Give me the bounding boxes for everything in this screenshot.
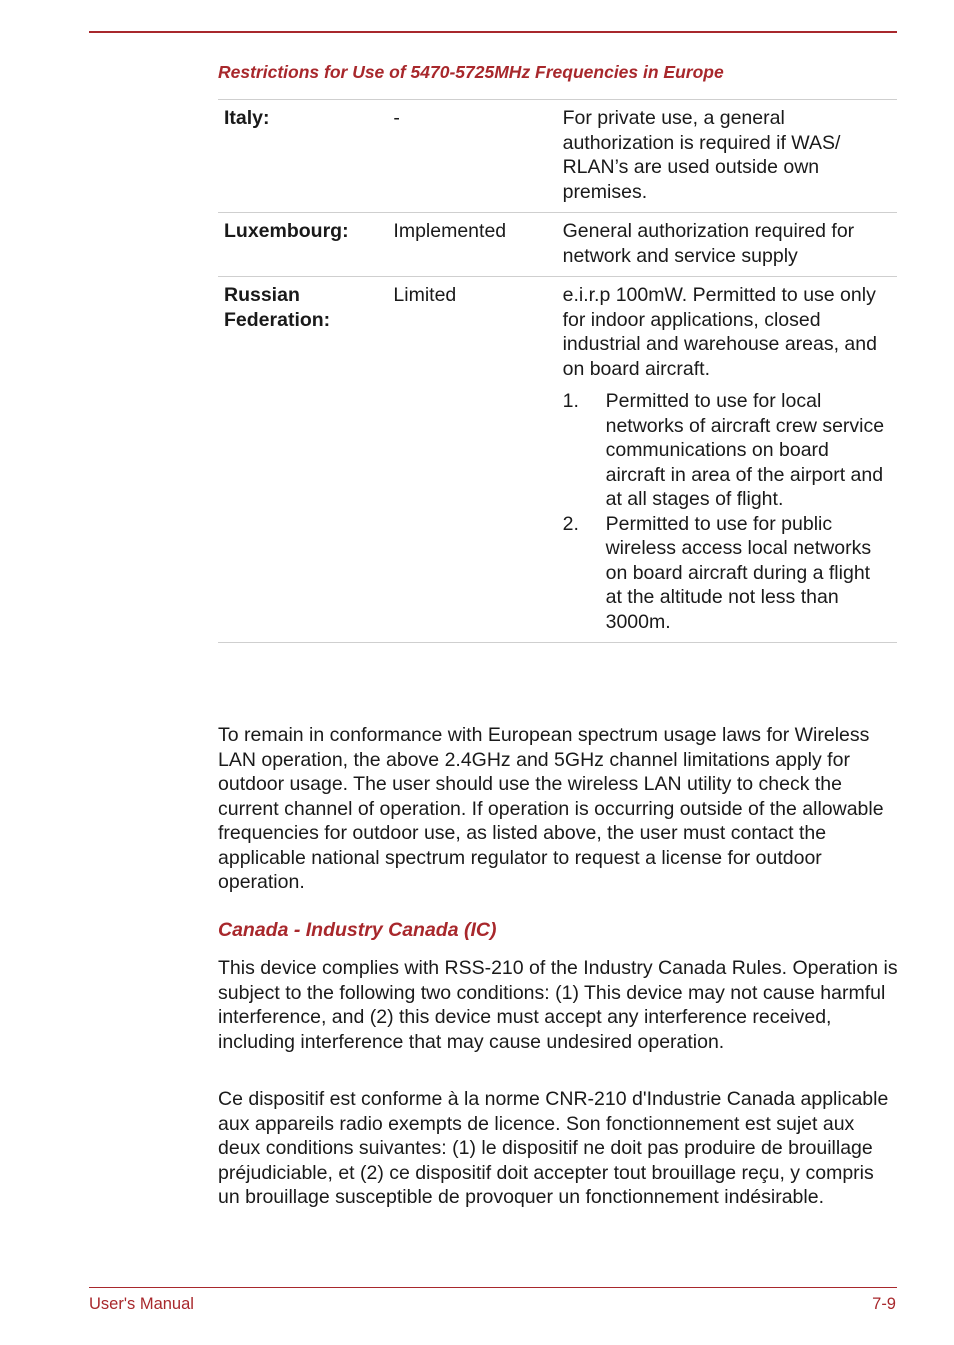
- conditions-list: [563, 389, 891, 634]
- status-cell: Limited: [387, 277, 556, 643]
- europe-paragraph: To remain in conformance with European spectrum usage laws for Wireless LAN operation, the above 2.4GHz and 5GHz channel limitations apply for outdoor usage. The user should use the wireless LAN utility to check the current channel of operation. If operation is occurring outside of the allowable frequencies for outdoor use, as listed above, the user must contact the applicable national spectrum regulator to request a license for outdoor operation.: [218, 724, 884, 893]
- country-cell: Italy:: [218, 100, 387, 213]
- canada-title: Canada - Industry Canada (IC): [218, 919, 497, 941]
- table-row: [218, 277, 897, 643]
- footer-manual-label: User's Manual: [89, 1295, 194, 1313]
- note-text: General authorization required for network and service supply: [562, 220, 855, 267]
- status-cell: Implemented: [387, 213, 556, 277]
- list-item: [563, 512, 891, 635]
- note-text: For private use, a general authorization is required if WAS/ RLAN’s are used outside own premises.: [562, 107, 841, 203]
- status-cell: -: [387, 100, 556, 213]
- note-cell: [557, 213, 897, 277]
- note-cell: [557, 100, 897, 213]
- restrictions-table: [218, 99, 897, 643]
- canada-french-paragraph: Ce dispositif est conforme à la norme CNR-210 d'Industrie Canada applicable aux appareils radio exempts de licence. Son fonctionnement est sujet aux deux conditions suivantes: (1) le dispositif ne doit pas produire de brouillage préjudiciable, et (2) ce dispositif doit accepter tout brouillage reçu, y compris un brouillage susceptible de provoquer un fonctionnement indésirable.: [218, 1088, 889, 1208]
- list-item: [563, 389, 891, 512]
- list-text: Permitted to use for local networks of aircraft crew service communications on board aircraft in area of the airport and at all stages of flight.: [605, 390, 885, 510]
- note-text: e.i.r.p 100mW. Permitted to use only for indoor applications, closed industrial and warehouse areas, and on board aircraft.: [562, 284, 877, 380]
- list-number: 1.: [562, 390, 579, 412]
- note-cell: [557, 277, 897, 643]
- page-number: 7-9: [872, 1295, 896, 1313]
- list-text: Permitted to use for public wireless access local networks on board aircraft during a flight at the altitude not less than 3000m.: [605, 512, 872, 633]
- table-row: [218, 100, 897, 213]
- country-cell: Luxembourg:: [218, 213, 387, 277]
- header-rule: [89, 31, 897, 33]
- table-row: [218, 213, 897, 277]
- list-number: 2.: [562, 512, 579, 535]
- country-cell: Russian Federation:: [218, 277, 387, 643]
- section-title: Restrictions for Use of 5470-5725MHz Frequencies in Europe: [218, 62, 724, 82]
- footer-rule: [89, 1287, 897, 1288]
- canada-english-paragraph: This device complies with RSS-210 of the Industry Canada Rules. Operation is subject to the following two conditions: (1) This device may not cause harmful interference, and (2) this device must accept any interference received, including interference that may cause undesired operation.: [218, 957, 898, 1053]
